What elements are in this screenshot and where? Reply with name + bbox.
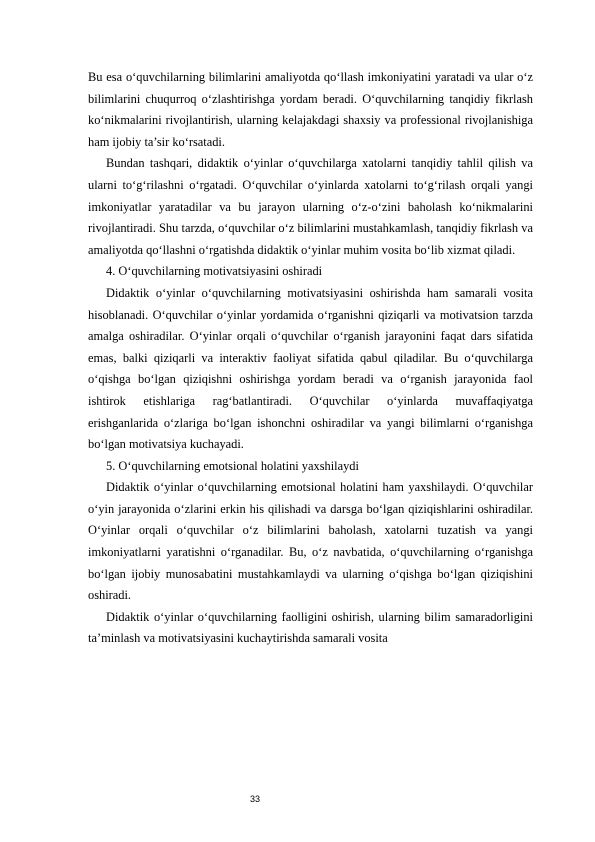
page-number: 33 (249, 794, 260, 804)
paragraph-conclusion: Didaktik o‘yinlar o‘quvchilarning faolligini oshirish, ularning bilim samaradorligini ta’minlash va motivatsiyasini kuchaytirishda samarali vosita (88, 609, 533, 646)
section-heading-emotional: 5. O‘quvchilarning emotsional holatini yaxshilaydi (106, 458, 359, 473)
document-page (88, 67, 533, 650)
paragraph-error-analysis: Bundan tashqari, didaktik o‘yinlar o‘quvchilarga xatolarni tanqidiy tahlil qilish va ularni to‘g‘rilashni o‘rgatadi. O‘quvchilar o‘yinlarda xatolarni to‘g‘rilash orqali yangi imkoniyatlar yaratadilar va bu jarayon ularning o‘z-o‘zini baholash ko‘nikmalarini rivojlantiradi. Shu tarzda, o‘quvchilar o‘z bilimlarini mustahkamlash, tanqidiy fikrlash va amaliyotda qo‘llashni o‘rgatishda didaktik o‘yinlar muhim vosita bo‘lib xizmat qiladi. (88, 156, 533, 257)
paragraph-motivation: Didaktik o‘yinlar o‘quvchilarning motivatsiyasini oshirishda ham samarali vosita hisoblanadi. O‘quvchilar o‘yinlar yordamida o‘rganishni qiziqarli va motivatsion tarzda amalga oshiradilar. O‘yinlar orqali o‘quvchilar o‘rganish jarayonini faqat dars sifatida emas, balki qiziqarli va interaktiv faoliyat sifatida qabul qiladilar. Bu o‘quvchilarga o‘qishga bo‘lgan qiziqishni oshirishga yordam beradi va o‘rganish jarayonida faol ishtirok etishlariga rag‘batlantiradi. O‘quvchilar o‘yinlarda muvaffaqiyatga erishganlarida o‘zlariga bo‘lgan ishonchni oshiradilar va yangi bilimlarni o‘rganishga bo‘lgan motivatsiya kuchayadi. (88, 285, 533, 452)
paragraph-intro: Bu esa o‘quvchilarning bilimlarini amaliyotda qo‘llash imkoniyatini yaratadi va ular o‘z bilimlarini chuqurroq o‘zlashtirishga yordam beradi. O‘quvchilarning tanqidiy fikrlash ko‘nikmalarini rivojlantirish, ularning kelajakdagi shaxsiy va professional rivojlanishiga ham ijobiy ta’sir ko‘rsatadi. (88, 70, 533, 149)
paragraph-emotional: Didaktik o‘yinlar o‘quvchilarning emotsional holatini ham yaxshilaydi. O‘quvchilar o‘yin jarayonida o‘zlarini erkin his qilishadi va darsga bo‘lgan qiziqishlarini oshiradilar. O‘yinlar orqali o‘quvchilar o‘z bilimlarini baholash, xatolarni tuzatish va yangi imkoniyatlarni yaratishni o‘rganadilar. Bu, o‘z navbatida, o‘quvchilarning o‘rganishga bo‘lgan ijobiy munosabatini mustahkamlaydi va ularning o‘qishga bo‘lgan qiziqishini oshiradi. (88, 480, 533, 603)
section-heading-motivation: 4. O‘quvchilarning motivatsiyasini oshiradi (106, 264, 323, 279)
